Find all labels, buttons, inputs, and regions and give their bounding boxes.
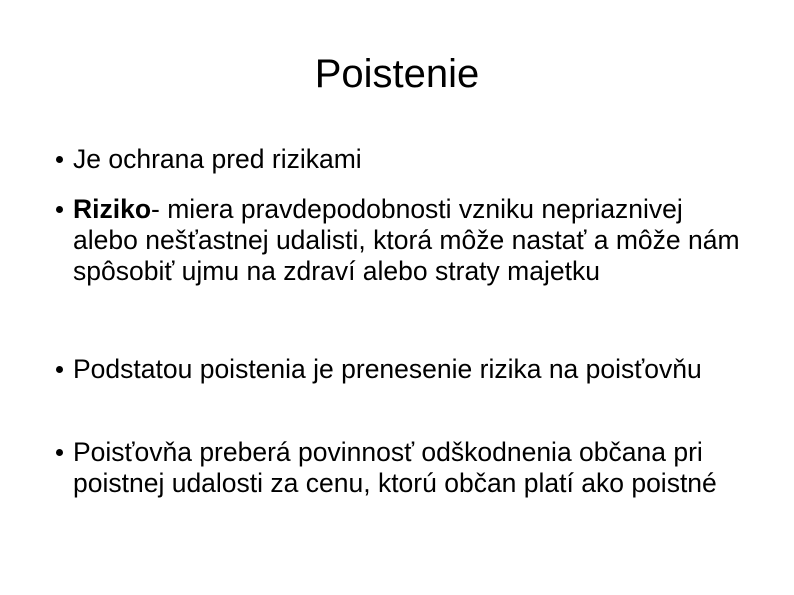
bullet-dot-icon bbox=[56, 156, 63, 163]
bullet-text: Poisťovňa preberá povinnosť odškodnenia občana pri poistnej udalosti za cenu, ktorú občan platí ako poistné bbox=[73, 437, 717, 498]
bullet-dot-icon bbox=[56, 206, 63, 213]
bullet-dot-icon bbox=[56, 449, 63, 456]
bullet-dot-icon bbox=[56, 366, 63, 373]
bullet-text: Je ochrana pred rizikami bbox=[73, 144, 362, 174]
bullet-bold-term: Riziko bbox=[73, 194, 152, 224]
bullet-text: - miera pravdepodobnosti vzniku nepriaznivej alebo nešťastnej udalisti, ktorá môže nastať a môže nám spôsobiť ujmu na zdraví alebo straty majetku bbox=[73, 194, 740, 286]
bullet-item bbox=[73, 437, 753, 499]
bullet-item bbox=[73, 194, 753, 287]
bullet-item bbox=[73, 144, 753, 175]
bullet-item bbox=[73, 354, 753, 385]
bullet-text: Podstatou poistenia je prenesenie rizika na poisťovňu bbox=[73, 354, 702, 384]
slide-title: Poistenie bbox=[314, 52, 480, 96]
